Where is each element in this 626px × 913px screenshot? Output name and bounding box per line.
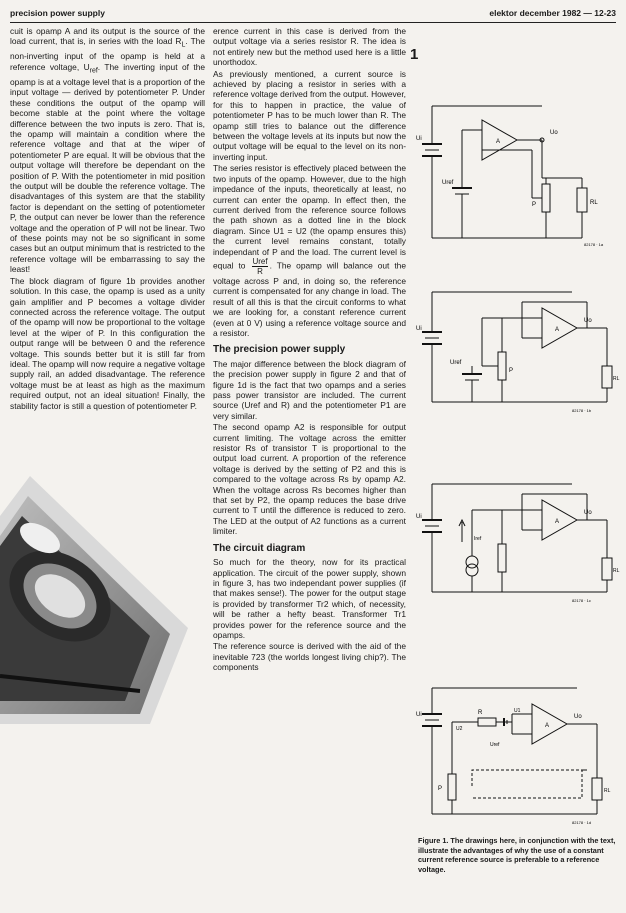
label-iref: Iref [474, 536, 482, 542]
text-column-1 [10, 26, 205, 412]
label-ui: Ui [416, 712, 422, 718]
label-load: RL [604, 788, 611, 794]
label-uref: Uref [442, 180, 454, 186]
figure-code-1d: 82178 · 1d [572, 820, 592, 825]
label-ui: Ui [416, 514, 422, 520]
label-ui: Ui [416, 326, 422, 332]
label-uo: Uo [584, 510, 592, 516]
col2-para-4: The major difference between the block diagram of the precision power supply in figure 2 and that of figure 1d is the fact that two opamps and a series pass power transistor are included. The current source (Uref and R) and the potentiometer P1 are very similar. [213, 358, 406, 421]
col2-para-5: The second opamp A2 is responsible for output current limiting. The voltage across the emitter resistor Rs of transistor T is proportional to the output load current. A proportion of the reference voltage is derived by the setting of P2 and this is compared to the voltage across Rs by opamp A2. When the voltage across Rs becomes higher than that set by P2, the opamp reduces the base drive current to T until the difference is reduced to zero. The LED at the output of A2 functions as a current limiter. [213, 422, 406, 537]
label-load: RL [590, 200, 598, 206]
label-opamp: A [555, 327, 560, 333]
col1-sub-ref: ref [89, 67, 98, 75]
label-load: RL [613, 568, 620, 574]
section-heading-precision: The precision power supply [213, 344, 346, 356]
label-pot: P [509, 368, 514, 374]
fraction-numerator: Uref [252, 256, 268, 266]
header-issue: elektor december 1982 — 12-23 [489, 8, 616, 18]
col2-para-2: As previously mentioned, a current source is achieved by placing a resistor in series with a reference voltage derived from the output. However, for this to happen in practice, the value of potentiometer P has to be much lower than R. The opamp still tries to balance out the difference between the voltage levels at its inputs but now the output voltage will be equal to the level on its non-inverting input. [213, 68, 406, 162]
schematic-1a [412, 88, 618, 248]
col2-para-1: erence current in this case is derived from the output voltage via a series resistor R. The idea is not entirely new but the method used here is a little unorthodox. [213, 26, 406, 68]
label-uref: Uref [490, 742, 500, 748]
schematic-1d [412, 678, 618, 828]
col1-para-1 [10, 26, 205, 275]
header-title: precision power supply [10, 8, 105, 18]
label-uo: Uo [574, 714, 582, 720]
label-opamp: A [555, 519, 560, 525]
label-uo: Uo [550, 130, 558, 136]
col2-para-7: The reference source is derived with the aid of the inevitable 723 (the worlds longest living chip?). The components [213, 641, 406, 673]
col1-text-b: . The non-inverting input of the opamp is held at a reference voltage, U [10, 36, 205, 72]
label-load: RL [613, 376, 620, 382]
figure-code-1b: 82178 · 1b [572, 408, 592, 413]
figure-number: 1 [410, 46, 419, 63]
photo-power-supply-panel [0, 476, 188, 724]
label-opamp: A [545, 723, 550, 729]
schematic-1c [412, 474, 618, 608]
label-u1: U1 [514, 708, 521, 714]
col2-p3-text-b: . The opamp will balance out the voltage across P and, in doing so, the reference current is compensated for any change in load. The result of all this is that the circuit conforms to what we are looking for, a constant reference current (even at 0 V) using a reference voltage source and a resistor. [213, 260, 406, 338]
current-fraction [252, 257, 267, 276]
col1-sub-l: L [181, 42, 186, 50]
label-ui: Ui [416, 136, 422, 142]
header-rule [10, 22, 616, 23]
col1-para-2: The block diagram of figure 1b provides another solution. In this case, the opamp is used as a unity gain amplifier and P becomes a voltage divider connected across the reference voltage. The output of the opamp will now be proportional to the voltage level at the wiper of P. In this configuration the output range will be between 0 and the reference voltage. This sounds better but it is still far from ideal. The opamp will now require a negative voltage supply rail, an added disadvantage. The reference voltage must be at least as high as the maximum required output, not an ideal situation! Finally, the stability factor is still a question of potentiometer P. [10, 275, 205, 411]
col2-para-3 [213, 163, 406, 338]
figure-code-1c: 82178 · 1c [572, 598, 591, 603]
section-heading-circuit: The circuit diagram [213, 542, 306, 554]
label-uo: Uo [584, 318, 592, 324]
schematic-1b [412, 282, 618, 418]
figure-code-1a: 82178 · 1a [584, 242, 604, 247]
fraction-denominator: R [257, 266, 263, 276]
label-u2: U2 [456, 726, 463, 732]
label-pot: P [532, 202, 537, 208]
label-opamp: A [496, 139, 501, 145]
col1-text-c: . The inverting input of the opamp is at a voltage level that is a proportion of the input voltage — derived by potentiometer P. Under these conditions the output of the opamp will become stable at the point where the voltage difference between the two inputs is zero. That is, the opamp will maintain a condition where the reference voltage and that at the wiper of potentiometer P are equal. It will be obvious that the output voltage will therefore be dependant on the position of P. With the potentiometer in mid position the output will be double the reference voltage. The disadvantages of this system are that the stability factor is dependant on the setting of potentiometer P, the output can never be lower than the reference voltage and the operation of P will not be linear. Two of these points may not be so significant in some cases but an output minimum that is restricted to the reference voltage will be embarrassing to say the least! [10, 61, 206, 275]
col1-text-a: cuit is opamp A and its output is the source of the load current, that is, in series with the load R [10, 26, 205, 47]
figure-caption: Figure 1. The drawings here, in conjunction with the text, illustrate the advantages of why the use of a constant current reference source is preferable to a reference voltage. [418, 836, 616, 874]
text-column-2 [213, 26, 406, 674]
col2-para-6: So much for the theory, now for its practical application. The circuit of the power supply, shown in figure 3, has two independant power supplies (if that makes sense!). The power for the output stage is provided by transformer Tr2 which, of necessity, will be rather a hefty beast. Transformer Tr1 provides power for the reference source and the opamps. [213, 557, 406, 640]
label-resistor-r: R [478, 710, 483, 716]
label-pot: P [438, 786, 443, 792]
label-uref: Uref [450, 360, 462, 366]
page-header [10, 8, 616, 22]
col2-p3-text: The series resistor is effectively placed between the two inputs of the opamp. However, due to the high impedance of the inputs, theoretically at least, no current can enter the opamp. In effect then, the current derived from the reference source follows the path shown as a dotted line in the block diagram. Since U1 = U2 (the opamp ensures this) the current level remains constant, totally independant of P and the load. The current level is equal to [213, 163, 406, 271]
